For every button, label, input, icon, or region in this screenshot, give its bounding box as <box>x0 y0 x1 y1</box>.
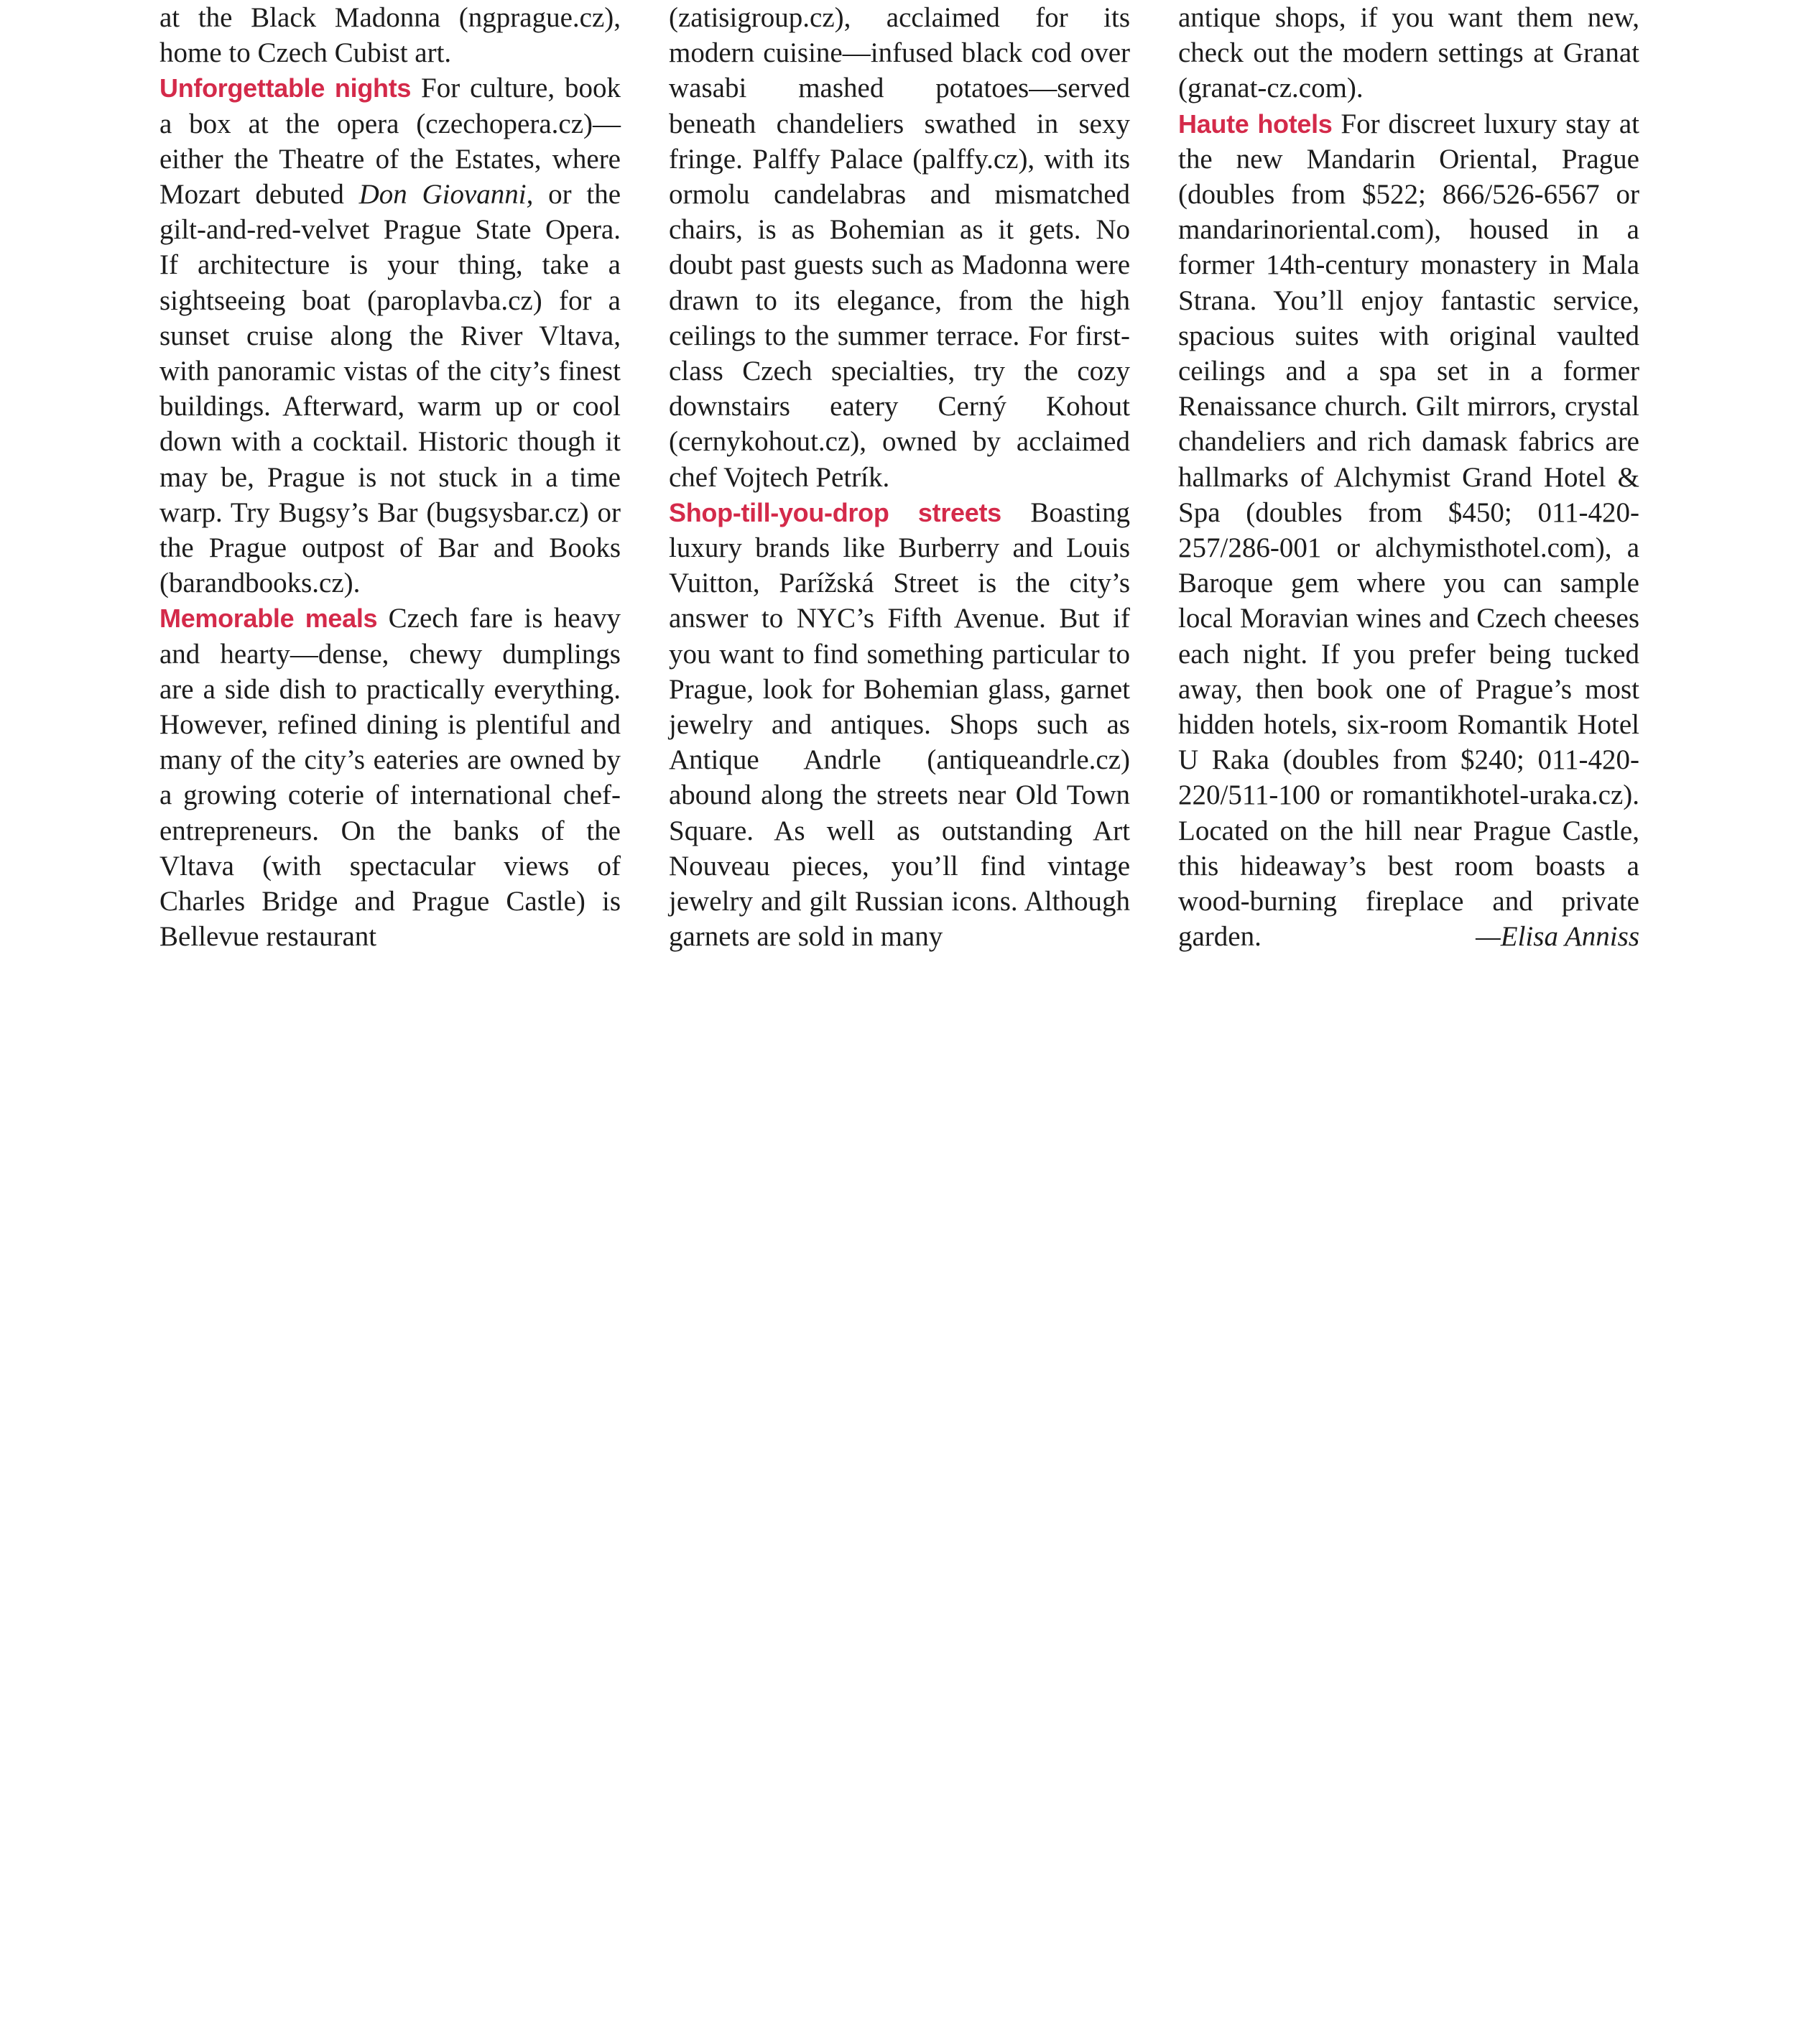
section-heading: Haute hotels <box>1178 108 1333 139</box>
section-heading: Shop-till-you-drop streets <box>669 497 1001 527</box>
column-1 <box>159 0 621 954</box>
body-text: (zatisigroup.cz), acclaimed for its modern cuisine—infused black cod over wasabi mashed potatoes—served beneath chandeliers swathed in sexy fringe. Palffy Palace (palffy.cz), with its ormolu candelabras and mismatched chairs, is as Bohemian as it gets. No doubt past guests such as Madonna were drawn to its elegance, from the high ceilings to the summer terrace. For first-class Czech specialties, try the cozy downstairs eatery Cerný Kohout (cernykohout.cz), owned by acclaimed chef Vojtech Petrík. <box>669 2 1130 493</box>
article-body <box>159 0 1639 954</box>
author-byline: —Elisa Anniss <box>1476 921 1639 953</box>
body-text: antique shops, if you want them new, check out the modern settings at Granat (granat-cz.com). <box>1178 2 1639 104</box>
article-paragraph <box>159 70 621 601</box>
article-paragraph <box>669 495 1130 955</box>
article-paragraph <box>159 601 621 954</box>
column-2 <box>669 0 1130 954</box>
column-3 <box>1178 0 1639 954</box>
section-heading: Unforgettable nights <box>159 73 412 103</box>
article-paragraph <box>1178 106 1639 955</box>
body-text: or the gilt-and-red-velvet Prague State Opera. If architecture is your thing, take a sightseeing boat (paroplavba.cz) for a sunset cruise along the River Vltava, with panoramic vistas of the city’s finest buildings. Afterward, warm up or cool down with a cocktail. Historic though it may be, Prague is not stuck in a time warp. Try Bugsy’s Bar (bugsysbar.cz) or the Prague outpost of Bar and Books (barandbooks.cz). <box>159 179 621 599</box>
article-paragraph <box>159 0 621 70</box>
body-text: For discreet luxury stay at the new Mandarin Oriental, Prague (doubles from $522; 866/526-6567 or mandarinoriental.com), housed in a former 14th-century monastery in Mala Strana. You’ll enjoy fantastic service, spacious suites with original vaulted ceilings and a spa set in a former Renaissance church. Gilt mirrors, crystal chandeliers and rich damask fabrics are hallmarks of Alchymist Grand Hotel & Spa (doubles from $450; 011-420-257/286-001 or alchymist​hotel.com), a Baroque gem where you can sample local Moravian wines and Czech cheeses each night. If you prefer being tucked away, then book one of Prague’s most hidden hotels, six-room Romantik Hotel U Raka (doubles from $240; 011-420-220/511-100 or romantik​hotel-uraka.cz). Located on the hill near Prague Castle, this hideaway’s best room boasts a wood-burning fireplace and private garden. <box>1178 108 1640 953</box>
article-paragraph <box>1178 0 1639 106</box>
body-text: For culture, book a box at the opera (czechopera.cz)—either the Theatre of the Estates, where Mozart debuted <box>159 73 621 211</box>
body-text: Czech fare is heavy and hearty—dense, chewy dumplings are a side dish to practically everything. However, refined dining is plentiful and many of the city’s eateries are owned by a growing coterie of international chef-entrepreneurs. On the banks of the Vltava (with spectacular views of Charles Bridge and Prague Castle) is Bellevue restaurant <box>159 603 621 953</box>
article-paragraph <box>669 0 1130 495</box>
section-heading: Memorable meals <box>159 604 378 634</box>
body-text: Boasting luxury brands like Burberry and Louis Vuitton, Parížská Street is the city’s answer to NYC’s Fifth Avenue. But if you want to find something particular to Prague, look for Bohemian glass, garnet jewelry and antiques. Shops such as Antique Andrle (antiqueandrle​.cz) abound along the streets near Old Town Square. As well as outstanding Art Nouveau pieces, you’ll find vintage jewelry and gilt Russian icons. Although garnets are sold in many <box>669 496 1130 953</box>
italic-title: Don Giovanni, <box>358 179 534 211</box>
body-text: at the Black Madonna (ngprague.cz), home to Czech Cubist art. <box>159 2 621 69</box>
